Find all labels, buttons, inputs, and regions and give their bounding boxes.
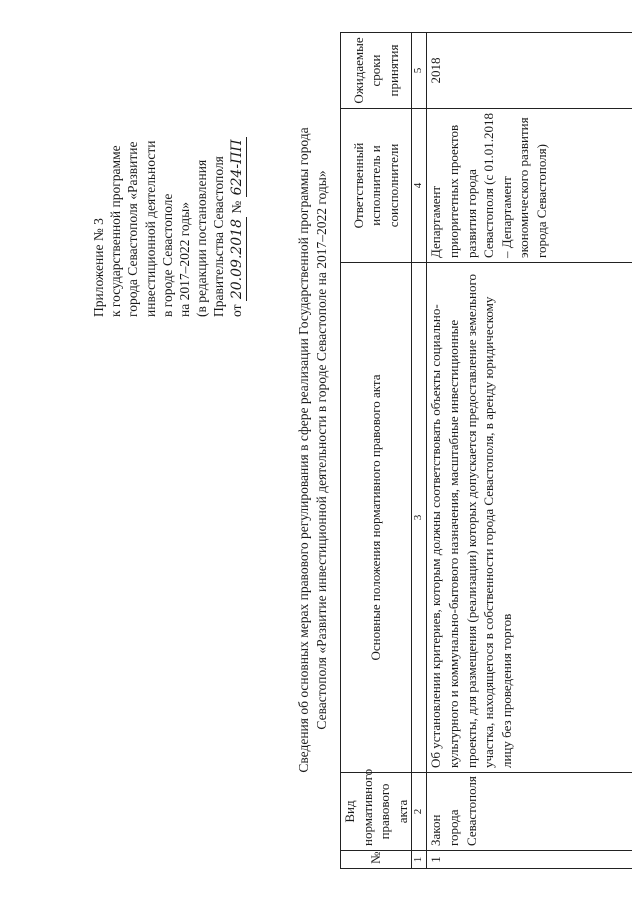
column-number: 2 (412, 773, 427, 851)
cell-responsible: Департамент приоритетных проектов развития города Севастополя (с 01.01.2018 – Департамент экономического развития города Севастополя) (427, 109, 632, 263)
column-number: 5 (412, 33, 427, 109)
cell-num: 1 (427, 851, 632, 869)
header-type: Вид нормативного правового акта (341, 773, 412, 851)
appendix-line: (в редакции постановления (194, 159, 210, 317)
cell-type: Закон города Севастополя (427, 773, 632, 851)
header-responsible: Ответственный исполнитель и соисполнители (341, 109, 412, 263)
appendix-date-line (228, 17, 247, 317)
column-number: 3 (412, 263, 427, 773)
header-provisions: Основные положения нормативного правового акта (341, 263, 412, 773)
header-num: № (341, 851, 412, 869)
date-prefix: от (228, 304, 244, 317)
table-header-row (341, 33, 412, 869)
handwritten-number: 624-ПП (229, 137, 247, 197)
column-number: 1 (412, 851, 427, 869)
column-number-row (412, 33, 427, 869)
appendix-line: на 2017–2022 годы» (177, 202, 193, 317)
cell-provisions: Об установлении критериев, которым должны соответствовать объекты социально-культурного и коммунально-бытового назначения, масштабные инвестиционные проекты, для размещения (реализации) которых допускается предоставление земельного участка, находящегося в собственности города Севастополя, в аренду юридическому лицу без проведения торгов (427, 263, 632, 773)
number-prefix: № (228, 200, 244, 214)
document-title (295, 35, 330, 865)
column-number: 4 (412, 109, 427, 263)
measures-table (340, 32, 632, 869)
title-line-2: Севастополя «Развитие инвестиционной деятельности в городе Севастополе на 2017–2022 годы» (313, 170, 329, 730)
header-term: Ожидаемые сроки принятия (341, 33, 412, 109)
appendix-line: в городе Севастополе (159, 193, 175, 317)
cell-term: 2018 (427, 33, 632, 109)
appendix-line: города Севастополя «Развитие (125, 141, 141, 317)
appendix-line: к государственной программе (108, 145, 124, 317)
appendix-line: Правительства Севастополя (211, 156, 227, 317)
appendix-line: инвестиционной деятельности (142, 140, 158, 317)
title-line-1: Сведения об основных мерах правового регулирования в сфере реализации Государственной программы города (296, 127, 311, 773)
handwritten-date: 20.09.2018 (229, 217, 247, 301)
table-row (427, 33, 632, 869)
appendix-block (90, 17, 247, 317)
appendix-line: Приложение № 3 (91, 218, 106, 317)
